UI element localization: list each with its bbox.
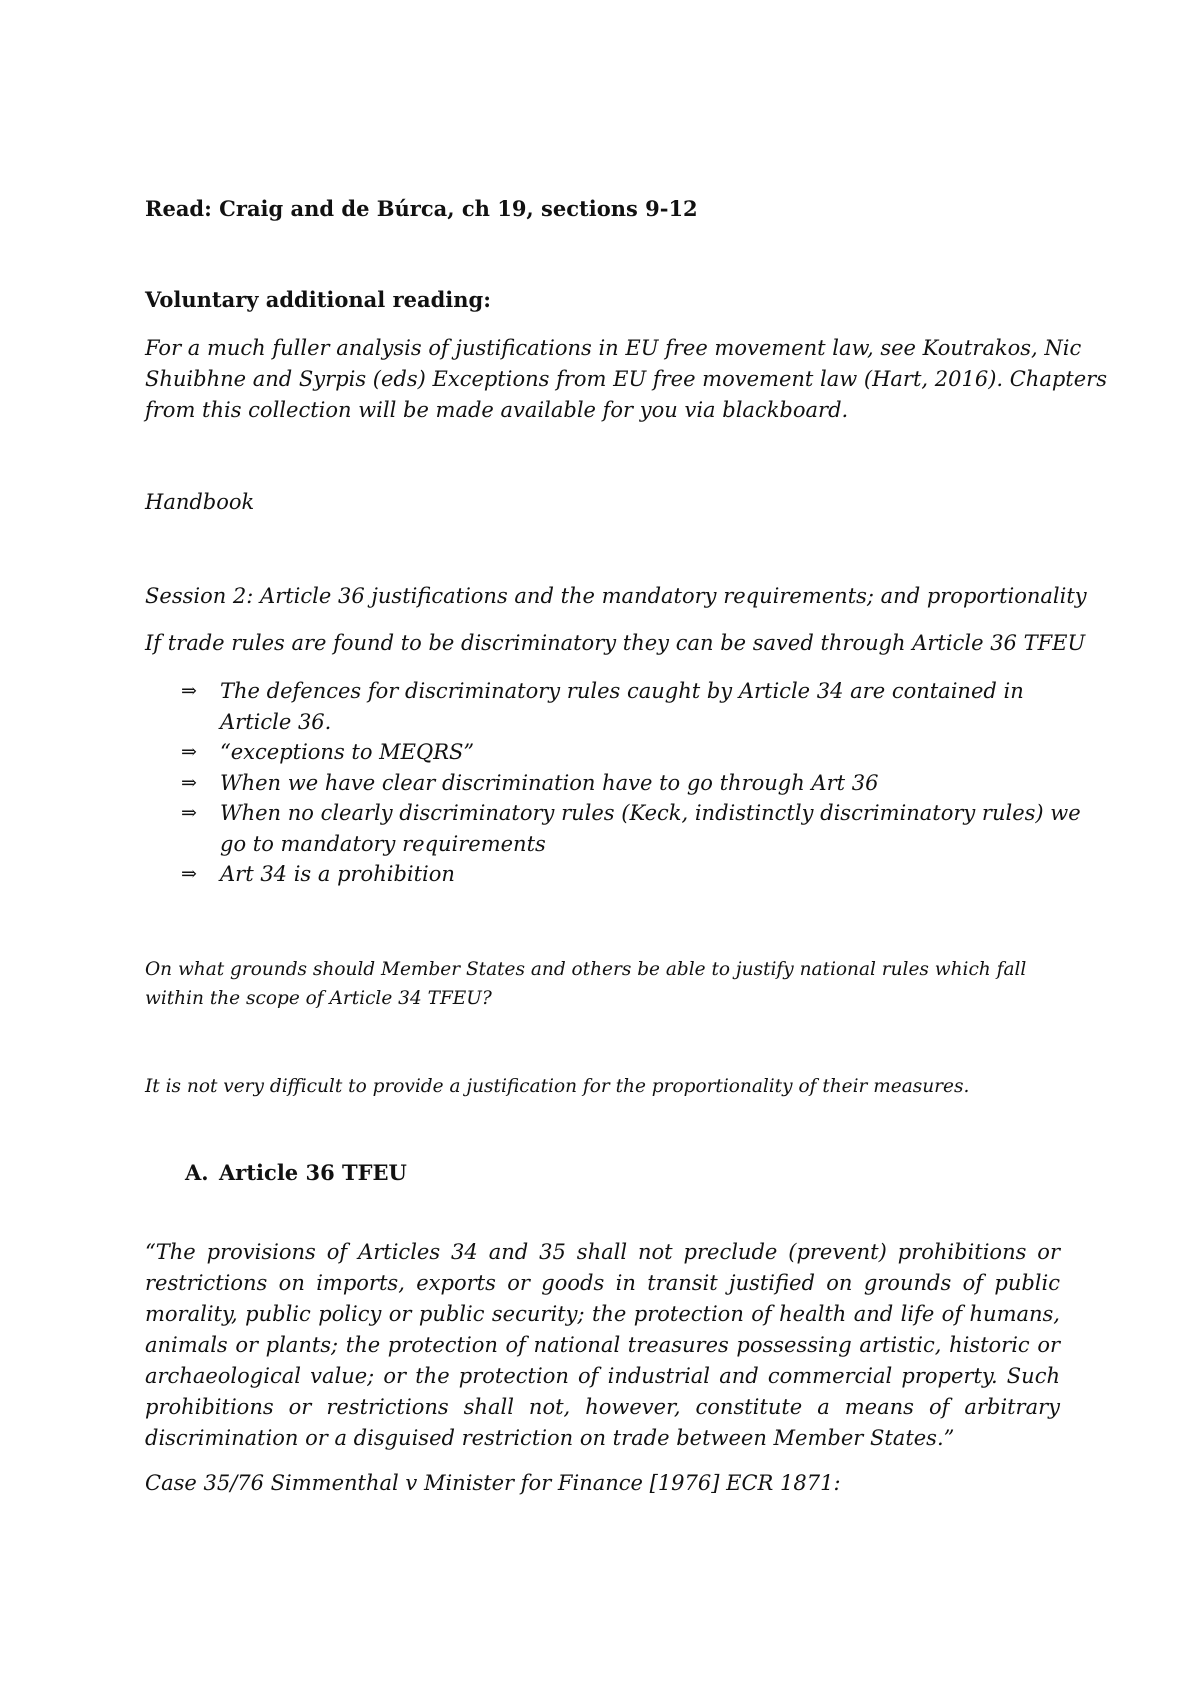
list-item [145, 676, 1085, 737]
double-arrow-icon: ⇒ [181, 680, 197, 702]
session-title: Session 2: Article 36 justifications and the mandatory requirements; and proportionality [145, 584, 1087, 608]
double-arrow-icon: ⇒ [181, 741, 197, 763]
double-arrow-icon: ⇒ [181, 771, 197, 794]
article-36-quote: “The provisions of Articles 34 and 35 shall not preclude (prevent) prohibitions or restrictions on imports, exports or goods in transit justified on grounds of public morality, public policy or public security; the protection of health and life of humans, animals or plants; the protection of national treasures possessing artistic, historic or archaeological value; or the protection of industrial and commercial property. Such prohibitions or restrictions shall not, however, constitute a means of arbitrary discrimination or a disguised restriction on trade between Member States.” [145, 1240, 1060, 1450]
session-intro: If trade rules are found to be discriminatory they can be saved through Article 36 TFEU [145, 631, 1086, 655]
list-item-text: “exceptions to MEQRS” [220, 740, 475, 764]
section-letter: A. [185, 1160, 209, 1185]
handbook-label: Handbook [145, 490, 255, 514]
list-item-text: When we have clear discrimination have to go through Art 36 [220, 770, 879, 795]
required-reading: Read: Craig and de Búrca, ch 19, sections 9-12 [145, 196, 698, 221]
case-citation: Case 35/76 Simmenthal v Minister for Finance [1976] ECR 1871: [145, 1471, 841, 1495]
voluntary-reading-line: For a much fuller analysis of justifications in EU free movement law, see Koutrakos, Nic [145, 336, 1082, 360]
list-item [145, 859, 1085, 890]
list-item-text: When no clearly discriminatory rules (Keck, indistinctly discriminatory rules) we go to mandatory requirements [220, 801, 1081, 856]
section-a-heading [185, 1160, 407, 1185]
list-item-text: The defences for discriminatory rules caught by Article 34 are contained in Article 36. [220, 679, 1024, 734]
voluntary-reading-line: from this collection will be made available for you via blackboard. [145, 398, 849, 422]
voluntary-reading-heading: Voluntary additional reading: [145, 287, 491, 312]
proportionality-note: It is not very difficult to provide a justification for the proportionality of their measures. [145, 1076, 970, 1097]
list-item [145, 768, 1085, 799]
list-item [145, 737, 1085, 768]
question-line: within the scope of Article 34 TFEU? [145, 988, 492, 1009]
bullet-list [145, 676, 1085, 890]
section-title: Article 36 TFEU [219, 1160, 407, 1185]
double-arrow-icon: ⇒ [181, 802, 197, 824]
question-line: On what grounds should Member States and others be able to justify national rules which fall [145, 959, 1027, 980]
double-arrow-icon: ⇒ [181, 863, 197, 885]
list-item [145, 798, 1085, 859]
list-item-text: Art 34 is a prohibition [220, 862, 455, 886]
voluntary-reading-line: Shuibhne and Syrpis (eds) Exceptions from EU free movement law (Hart, 2016). Chapters [145, 367, 1107, 391]
